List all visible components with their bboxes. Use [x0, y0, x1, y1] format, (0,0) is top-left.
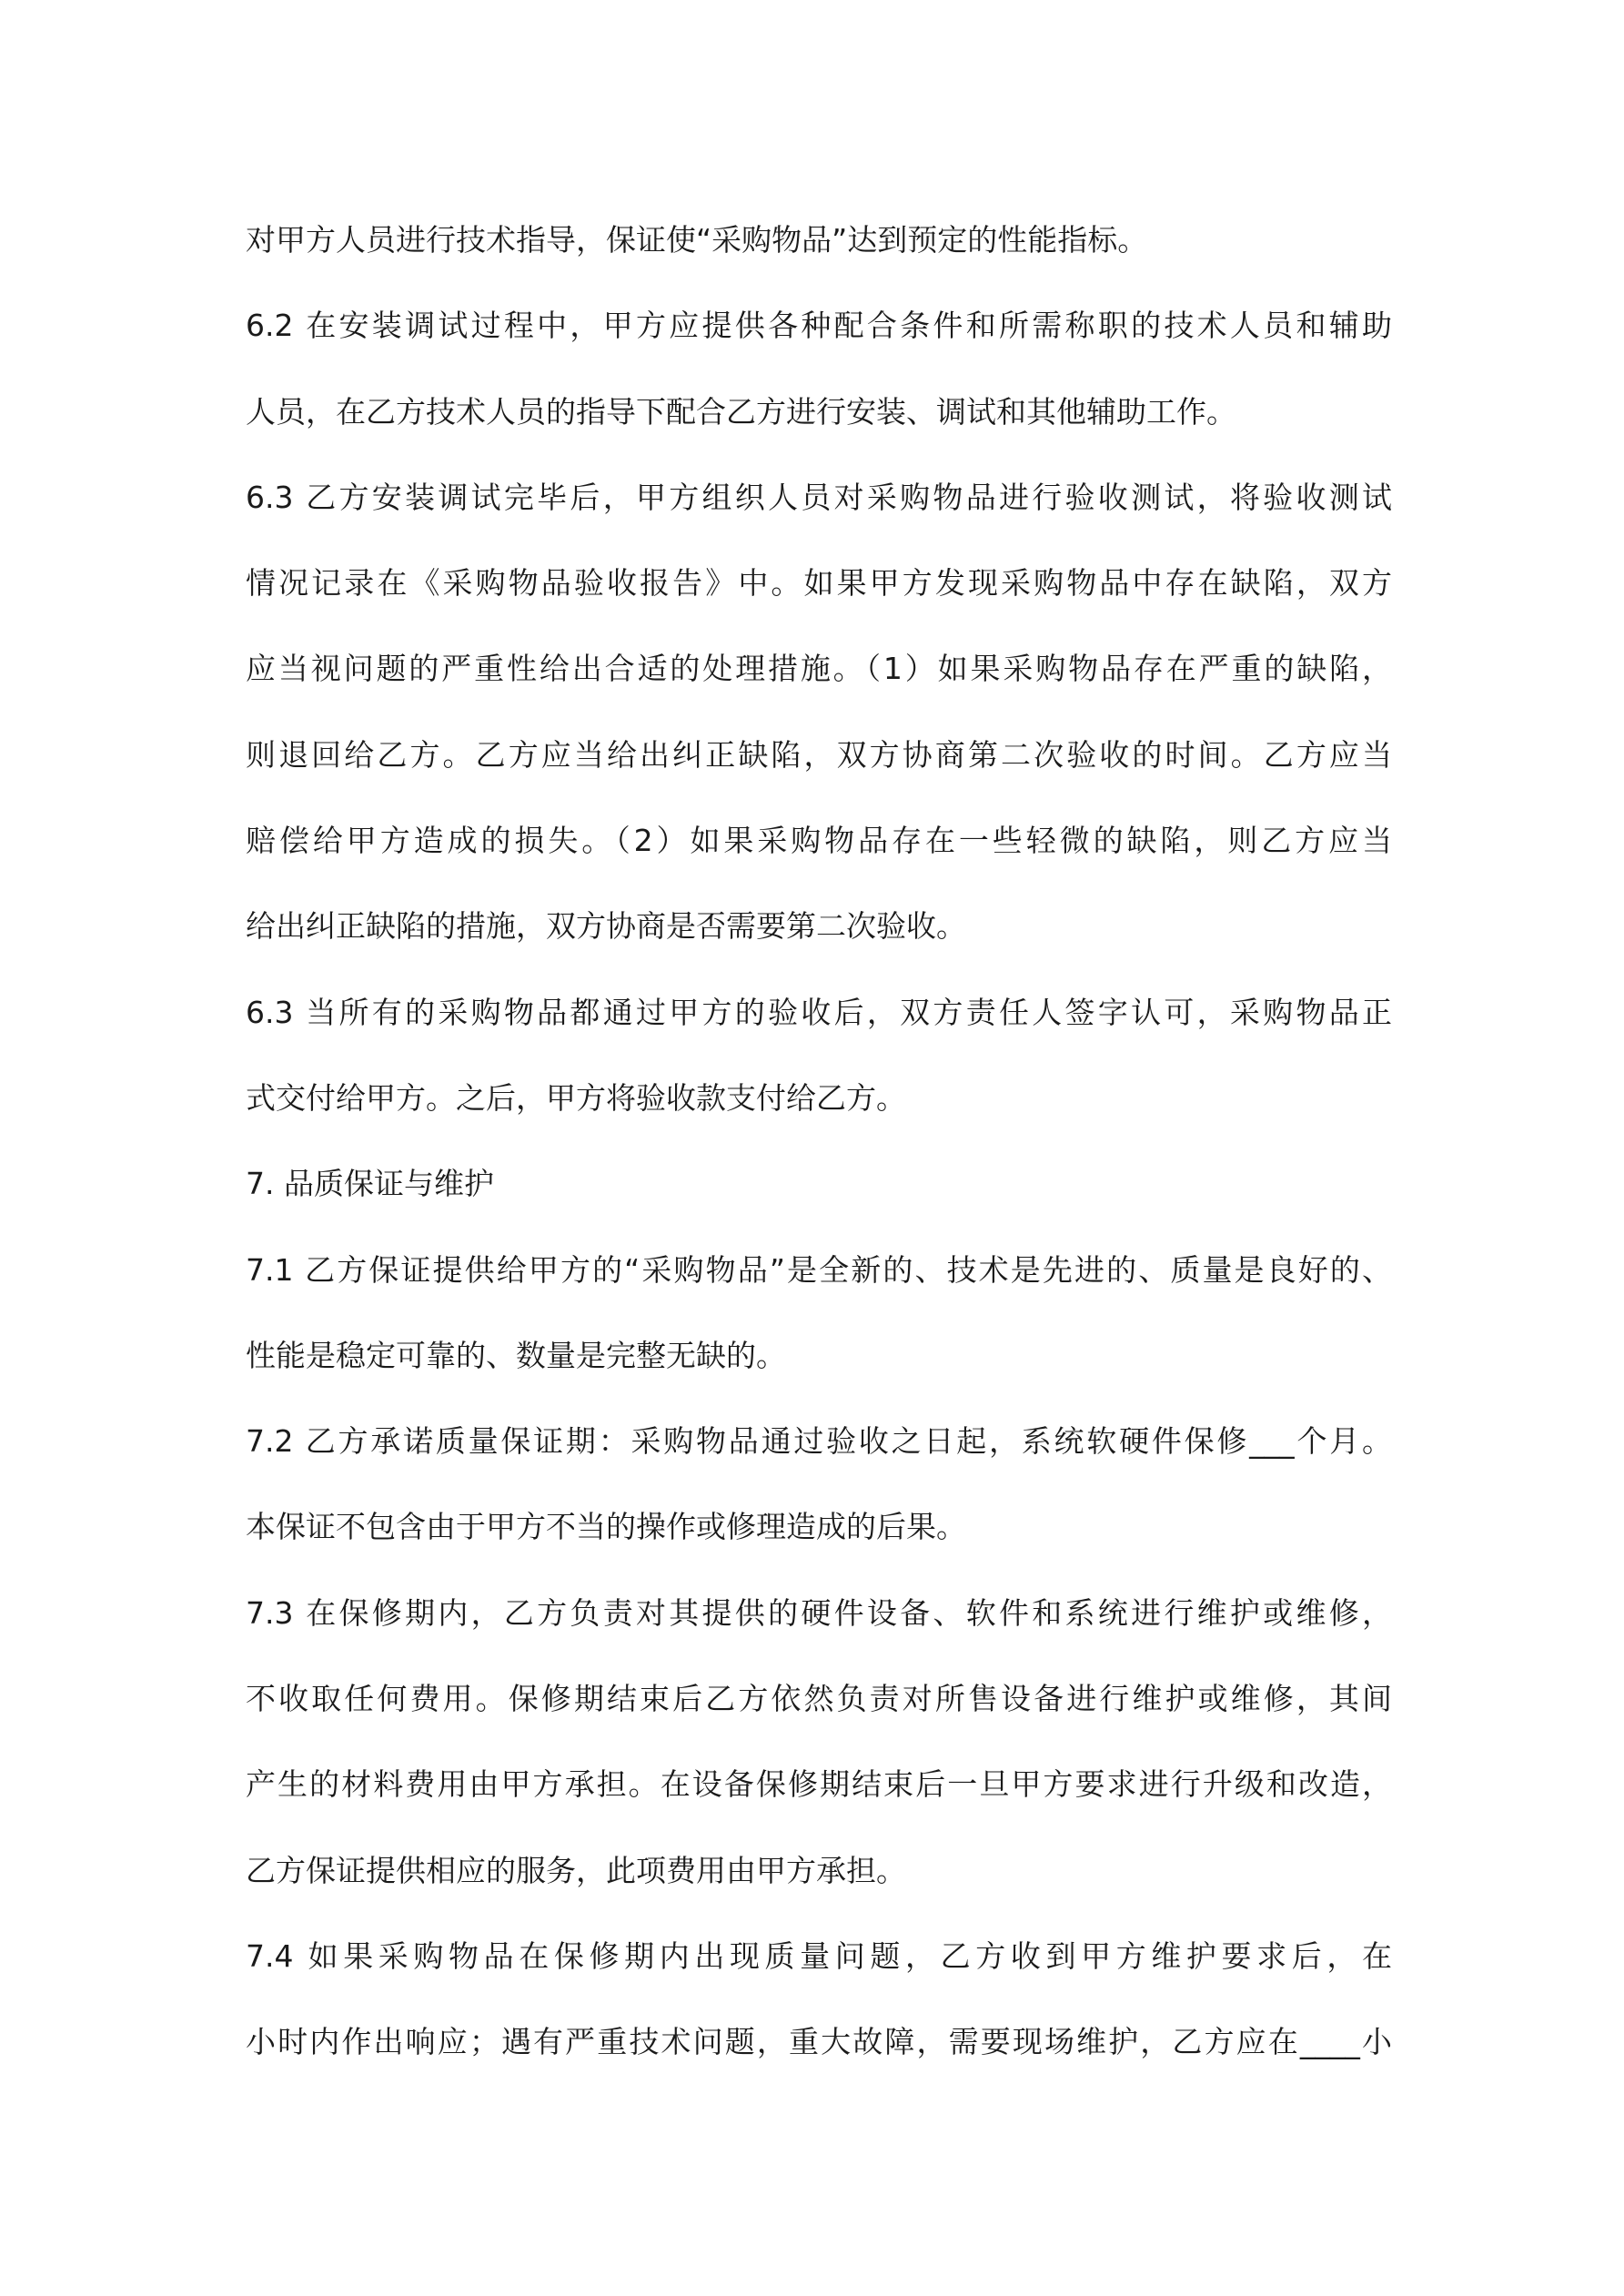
text-line: 7.4 如果采购物品在保修期内出现质量问题，乙方收到甲方维护要求后，在	[246, 1937, 1392, 1974]
text-line: 6.2 在安装调试过程中，甲方应提供各种配合条件和所需称职的技术人员和辅助	[246, 308, 1392, 344]
text-line: 式交付给甲方。之后，甲方将验收款支付给乙方。	[246, 1079, 906, 1116]
text-line: 乙方保证提供相应的服务，此项费用由甲方承担。	[246, 1852, 906, 1888]
text-line: 6.3 乙方安装调试完毕后，甲方组织人员对采购物品进行验收测试，将验收测试	[246, 479, 1392, 515]
text-line: 7.1 乙方保证提供给甲方的“采购物品”是全新的、技术是先进的、质量是良好的、	[246, 1251, 1392, 1288]
text-line: 本保证不包含由于甲方不当的操作或修理造成的后果。	[246, 1509, 966, 1545]
document-body	[246, 213, 1392, 2101]
text-line: 情况记录在《采购物品验收报告》中。如果甲方发现采购物品中存在缺陷，双方	[246, 565, 1392, 602]
text-line: 人员，在乙方技术人员的指导下配合乙方进行安装、调试和其他辅助工作。	[246, 393, 1236, 430]
text-line: 7.3 在保修期内，乙方负责对其提供的硬件设备、软件和系统进行维护或维修，	[246, 1594, 1392, 1631]
text-line: 6.3 当所有的采购物品都通过甲方的验收后，双方责任人签字认可，采购物品正	[246, 994, 1392, 1030]
text-line: 对甲方人员进行技术指导，保证使“采购物品”达到预定的性能指标。	[246, 222, 1148, 258]
text-line: 7.2 乙方承诺质量保证期：采购物品通过验收之日起，系统软硬件保修___个月。	[246, 1423, 1392, 1460]
text-line: 则退回给乙方。乙方应当给出纠正缺陷，双方协商第二次验收的时间。乙方应当	[246, 736, 1392, 773]
text-line: 给出纠正缺陷的措施，双方协商是否需要第二次验收。	[246, 908, 966, 945]
text-line: 性能是稳定可靠的、数量是完整无缺的。	[246, 1337, 786, 1373]
text-line: 7. 品质保证与维护	[246, 1166, 494, 1202]
text-line: 小时内作出响应；遇有严重技术问题，重大故障，需要现场维护，乙方应在____小	[246, 2024, 1392, 2060]
text-line: 赔偿给甲方造成的损失。（2）如果采购物品存在一些轻微的缺陷，则乙方应当	[246, 823, 1392, 859]
text-line: 不收取任何费用。保修期结束后乙方依然负责对所售设备进行维护或维修，其间	[246, 1681, 1392, 1717]
text-line: 应当视问题的严重性给出合适的处理措施。（1）如果采购物品存在严重的缺陷，	[246, 651, 1392, 687]
text-line: 产生的材料费用由甲方承担。在设备保修期结束后一旦甲方要求进行升级和改造，	[246, 1766, 1392, 1803]
